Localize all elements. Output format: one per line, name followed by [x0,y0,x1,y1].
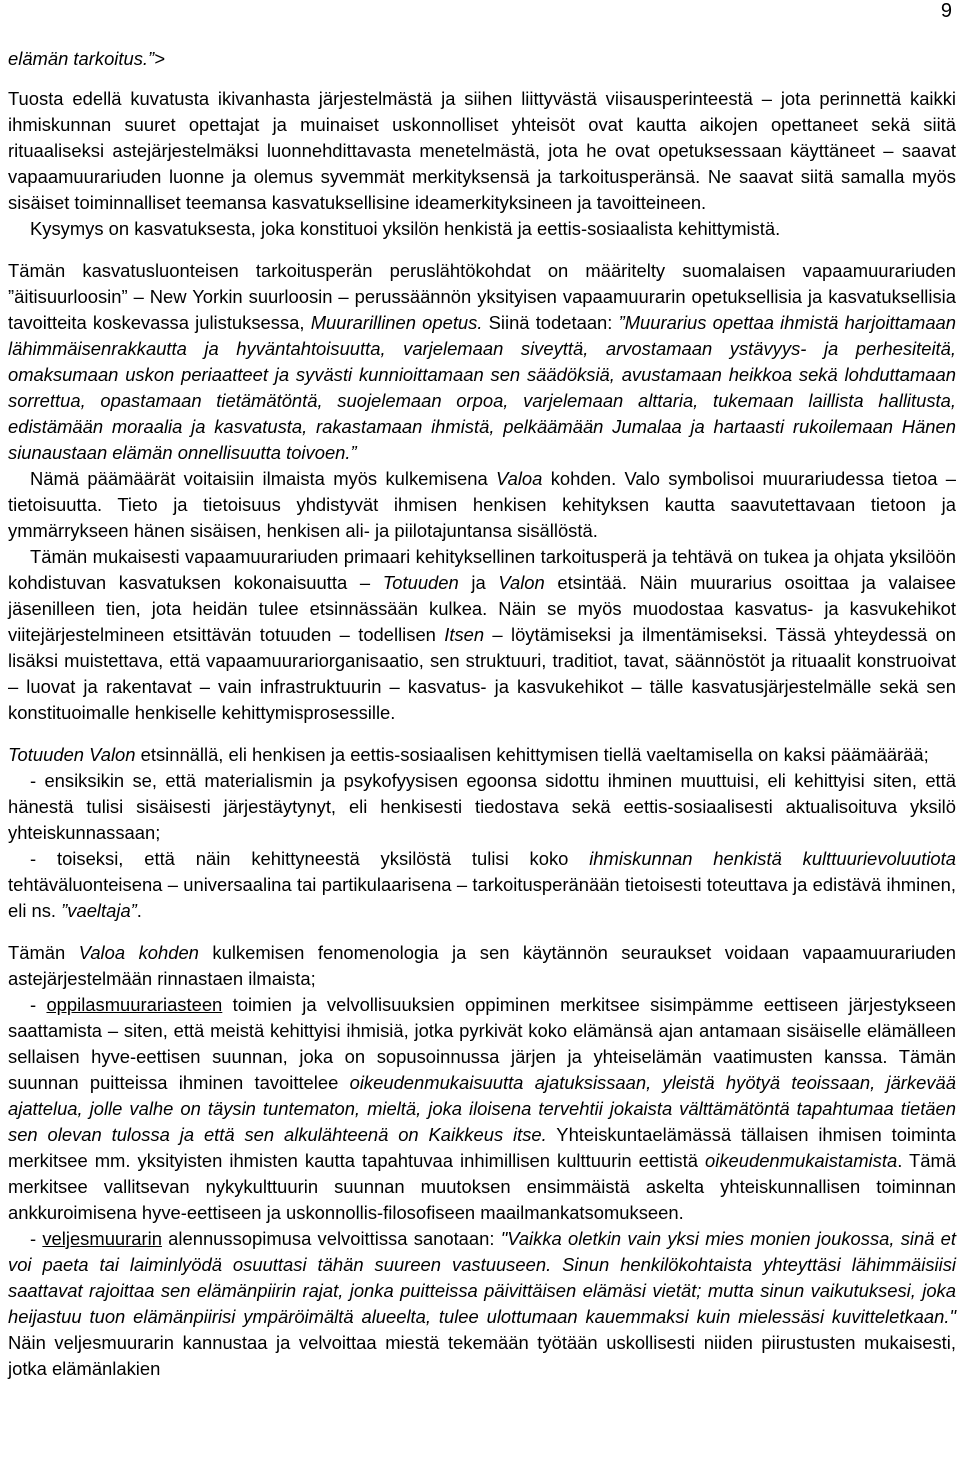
paragraph-text: Tämän kasvatusluonteisen tarkoitusperän peruslähtökohdat on määritelty suomalaisen vapaamuurariuden ”äitisuurloosin” – New Yorkin suurloosin – perussäännön yksityisen vapaamuurarin opetuksellisia ja kasvatuksellisia tavoitteita koskevassa julistuksessa, [8,260,956,333]
paragraph-text: toimien ja velvollisuuksien oppiminen merkitsee sisimpämme eettiseen järjestykseen saattamista – siten, että meistä kehittyisi ihmisiä, jotka pyrkivät koko elämänsä ajan antamaan sisäiselle elämälleen sellaisen hyve-eettisen suunnan, joka on sopusoinnussa järjen ja yhteiselämän vaatimusten kanssa. Tämän suunnan puitteissa ihminen tavoittelee [8,994,956,1093]
paragraph-text: - [30,994,47,1015]
paragraph-text: Tämän mukaisesti vapaamuurariuden primaari kehityksellinen tarkoitusperä ja tehtävä on tukea ja ohjata yksilöön kohdistuvan kasvatuksen kokonaisuutta – [8,546,956,593]
paragraph-text: Tuosta edellä kuvatusta ikivanhasta järjestelmästä ja siihen liittyvästä viisausperinteestä – jota perinnettä kaikki ihmiskunnan suuret opettajat ja muinaiset uskonnolliset yhteisöt ovat kautta aikojen opettaneet sekä siitä rituaaliseksi astejärjestelmäksi luonnehdittavasta menetelmästä, jota he ovat opetuksessaan käyttäneet – saavat vapaamuurariuden luonne ja olemus syvemmät merkityksensä ja tarkoitusperänsä. Ne saavat siitä samalla myös sisäiset toiminnalliset teemansa kasvatuksellisine ideamerkityksineen ja tavoitteineen. [8,88,956,213]
paragraph-text: kohden. Valo symbolisoi muurariudessa tietoa – tietoisuutta. Tieto ja tietoisuus yhdistyvät ihmisen henkisen kehityksen kautta saavutettavaan tietoon ja ymmärrykseen hänen sisäisen, henkisen ali- ja piilotajuntansa sisällöstä. [8,468,957,541]
italic-text: Totuuden [382,572,459,593]
italic-text: Itsen [444,624,485,645]
list-item-second [8,846,956,924]
italic-text: ihmiskunnan henkistä kulttuurievoluutiota [589,848,956,869]
paragraph-text: Yhteiskuntaelämässä tällaisen ihmisen toiminta merkitsee mm. yksityisten ihmisten kautta tapahtuvaa inhimillisen kulttuurin eettistä [8,1124,956,1171]
paragraph-purpose [8,544,956,726]
paragraph-text: etsintää. Näin muurarius osoittaa ja valaisee jäsenilleen tien, jota heidän tulee etsinnässään kulkea. Näin se myös muodostaa kasvatus- ja kasvukehikot viitejärjestelmineen etsittävän totuuden – todellisen [8,572,956,645]
underlined-text: oppilasmuurariasteen [46,994,223,1015]
underlined-text: veljesmuurarin [42,1228,162,1249]
paragraph-text: . [136,900,142,921]
list-item-first [8,768,956,846]
page-number: 9 [940,0,952,22]
paragraph-text: Kysymys on kasvatuksesta, joka konstituoi yksilön henkistä ja eettis-sosiaalista kehittymistä. [30,218,781,239]
paragraph-text: alennussopimusa velvoittissa sanotaan: [161,1228,501,1249]
list-item-fellowcraft [8,1226,956,1382]
paragraph-declaration [8,258,956,466]
italic-text: oikeudenmukaistamista [705,1150,898,1171]
italic-text: oikeudenmukaisuutta ajatuksissaan, yleistä hyötyä teoissaan, järkevää ajattelua, jolle valhe on täysin tuntematon, mieltä, joka iloisena tervehtii jokaista välttämätöntä tapahtumaa tietäen sen olevan tulossa ja että sen alkulähteenä on Kaikkeus itse. [8,1072,956,1145]
paragraph-truth [8,742,956,768]
italic-text: Valoa kohden [78,942,199,963]
page-body [8,86,956,1382]
italic-text: Muurarillinen opetus. [310,312,483,333]
paragraph-text: kulkemisen fenomenologia ja sen käytännön seuraukset voidaan vapaamuurariuden astejärjestelmään rinnastaen ilmaista; [8,942,956,989]
italic-text: Totuuden Valon [8,744,136,765]
italic-quote: "Vaikka oletkin vain yksi mies monien joukossa, sinä et voi paeta tai laiminlyödä osuuttasi tähän suureen vastuuseen. Sinun henkilökohtaista yhteyttäsi lähimmäisiisi saattavat rajoittaa sen elämänpiirin rajat, jonka puitteissa päivittäisen elämäsi vietät; mutta sinun vaikutuksesi, joka heijastuu tuon elämänpiirisi ympäröimältä alueelta, tulee ulottumaan kauemmaksi kuin mielessäsi kuvitteletkaan." [8,1228,957,1327]
paragraph-text: tehtäväluonteisena – universaalina tai partikulaarisena – tarkoitusperänään tietoisesti toteuttava ja edistävä ihminen, eli ns. [8,874,956,921]
paragraph-text: – löytämiseksi ja ilmentämiseksi. Tässä yhteydessä on lisäksi muistettava, että vapaamuurariorganisaatio, sen struktuuri, traditiot, tavat, säännöstöt ja rituaalit konstruoivat – luovat ja rakentavat – vain infrastruktuurin – kasvatus- ja kasvukehikot – tälle kasvatusjärjestelmälle sekä sen konstituoimalle henkiselle kehittymisprosessille. [8,624,956,723]
italic-quote: ”Muurarius opettaa ihmistä harjoittamaan lähimmäisenrakkautta ja hyväntahtoisuutta, varjelemaan siveyttä, arvostamaan ystävyys- ja perhesiteitä, omaksumaan uskon periaatteet ja syvästi kunnioittamaan sen säädöksiä, avustamaan heikkoa sekä lohduttamaan sorrettua, opastamaan tietämätöntä, suojelemaan orpoa, varjelemaan alttaria, tukemaan laillista hallitusta, edistämään moraalia ja kasvatusta, rakastamaan ihmistä, pelkäämään Jumalaa ja hartaasti rukoilemaan Hänen siunaustaan elämän onnellisuutta toivoen.” [8,312,957,463]
paragraph-text: - toiseksi, että näin kehittyneestä yksilöstä tulisi koko [30,848,590,869]
paragraph-question [8,216,956,242]
italic-text: ”vaeltaja” [61,900,137,921]
italic-text: Valon [498,572,545,593]
paragraph-text: - [30,1228,43,1249]
list-item-apprentice [8,992,956,1226]
paragraph-text: etsinnällä, eli henkisen ja eettis-sosiaalisen kehittymisen tiellä vaeltamisella on kaksi päämäärää; [135,744,929,765]
paragraph-intro [8,86,956,216]
paragraph-text: Näin veljesmuurarin kannustaa ja velvoittaa miestä tekemään työtään uskollisesti niiden piirustusten mukaisesti, jotka elämänlakien [8,1332,956,1379]
paragraph-text: - ensiksikin se, että materialismin ja psykofyysisen egoonsa sidottu ihminen muuttuisi, eli kehittyisi siten, että hänestä tulisi sisäisesti järjestäytynyt, eli henkisesti tiedostava sekä eettis-sosiaalisesti aktualisoituva yksilö yhteiskunnassaan; [8,770,956,843]
paragraph-text: Tämän [8,942,79,963]
paragraph-text: ja [458,572,499,593]
paragraph-phenomenology [8,940,956,992]
paragraph-text: Siinä todetaan: [482,312,619,333]
italic-text: Valoa [496,468,543,489]
paragraph-light [8,466,956,544]
top-fragment: elämän tarkoitus.”> [8,48,165,69]
paragraph-text: . Tämä merkitsee vallitsevan nykykulttuurin suunnan muutoksen ensimmäistä askelta yhteiskunnallisen toiminnan ankkuroimisena hyve-eettiseen ja uskonnollis-filosofiseen maailmankatsomukseen. [8,1150,957,1223]
paragraph-text: Nämä päämäärät voitaisiin ilmaista myös kulkemisena [30,468,497,489]
